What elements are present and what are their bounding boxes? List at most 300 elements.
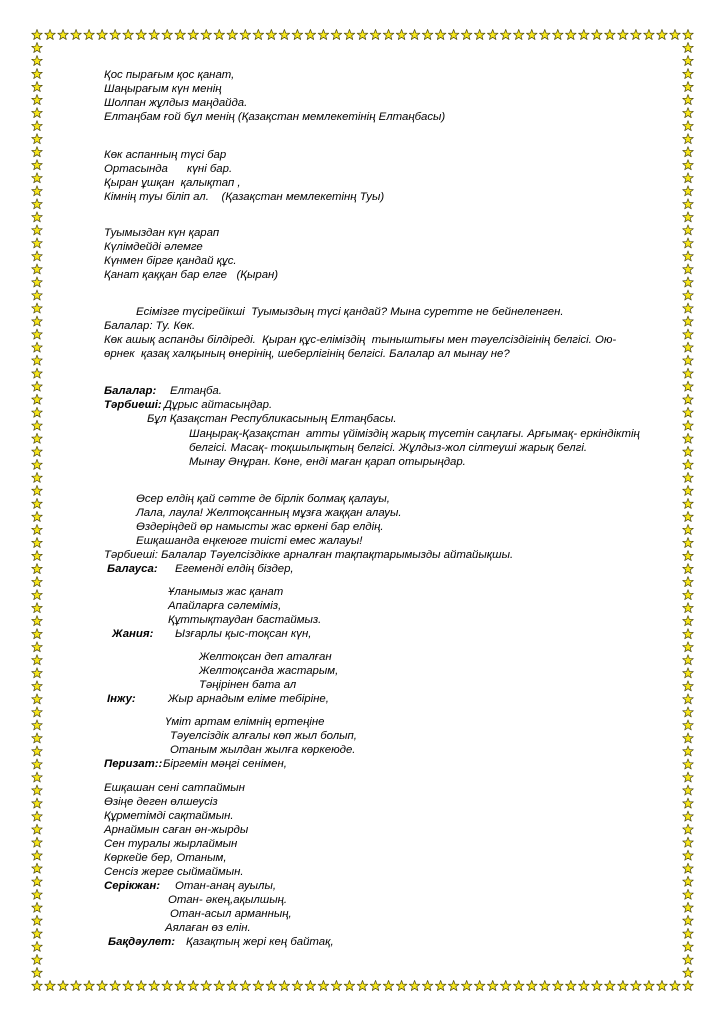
riddle-line: Көк аспанның түсі бар — [104, 149, 227, 161]
speaker-label: Інжу: — [107, 693, 136, 705]
verse-line: Құрметімді сақтаймын. — [104, 810, 234, 822]
riddle-line: Кімнің туы біліп ал. (Қазақстан мемлекетінң Туы) — [104, 191, 385, 203]
emblem-line: белгісі. Масақ- тоқшылықтың белгісі. Жұлдыз-жол сілтеуші жарық белгі. — [189, 442, 588, 454]
star-icon — [683, 381, 694, 391]
star-icon — [631, 980, 642, 990]
star-icon — [683, 655, 694, 665]
star-icon — [292, 980, 303, 990]
verse-line: Жыр арнадым еліме тебіріне, — [168, 693, 329, 705]
star-icon — [357, 29, 368, 39]
star-icon — [32, 251, 43, 261]
star-icon — [435, 980, 446, 990]
star-icon — [188, 29, 199, 39]
star-icon — [32, 446, 43, 456]
riddle-line: Ортасында күні бар. — [104, 163, 233, 175]
star-icon — [32, 42, 43, 52]
star-icon — [683, 811, 694, 821]
star-icon — [32, 694, 43, 704]
star-icon — [32, 616, 43, 626]
star-icon — [683, 225, 694, 235]
star-icon — [32, 212, 43, 222]
star-icon — [266, 980, 277, 990]
poem-line: Өздеріңдей өр намысты жас өркені бар елдің. — [136, 521, 384, 533]
star-icon — [71, 29, 82, 39]
poem-line: Өсер елдің қай сәтте де бірлік болмақ қалауы, — [136, 493, 390, 505]
star-icon — [32, 902, 43, 912]
star-icon — [683, 681, 694, 691]
discussion-line: Есімізге түсірейікші Туымыздың түсі қандай? Мына суретте не бейнеленген. — [136, 306, 564, 318]
verse-line: Тәуелсіздік алғалы көп жыл болып, — [170, 730, 357, 742]
star-icon — [474, 29, 485, 39]
star-icon — [683, 798, 694, 808]
star-icon — [32, 524, 43, 534]
star-icon — [32, 407, 43, 417]
star-icon — [32, 746, 43, 756]
star-icon — [683, 889, 694, 899]
star-icon — [32, 941, 43, 951]
star-icon — [683, 42, 694, 52]
star-icon — [279, 980, 290, 990]
dialogue-line: Дұрыс айтасыңдар. — [164, 399, 273, 411]
star-icon — [45, 29, 56, 39]
star-icon — [618, 29, 629, 39]
star-icon — [32, 863, 43, 873]
star-icon — [683, 160, 694, 170]
star-icon — [32, 147, 43, 157]
star-icon — [409, 980, 420, 990]
star-icon — [683, 173, 694, 183]
star-icon — [136, 980, 147, 990]
star-icon — [149, 980, 160, 990]
star-icon — [32, 733, 43, 743]
star-icon — [683, 551, 694, 561]
riddle-line: Күлімдейді әлемге — [104, 241, 203, 253]
star-icon — [396, 29, 407, 39]
riddle-line: Қыран ұшқан қалықтап , — [104, 177, 241, 189]
star-icon — [657, 980, 668, 990]
star-icon — [657, 29, 668, 39]
star-icon — [214, 980, 225, 990]
star-icon — [149, 29, 160, 39]
star-icon — [683, 642, 694, 652]
star-icon — [670, 980, 681, 990]
verse-line: Ызғарлы қыс-тоқсан күн, — [175, 628, 312, 640]
star-icon — [32, 225, 43, 235]
star-icon — [383, 29, 394, 39]
verse-line: Үміт артам елімнің ертеңіне — [165, 716, 325, 728]
star-icon — [683, 147, 694, 157]
star-icon — [683, 668, 694, 678]
star-icon — [683, 954, 694, 964]
star-icon — [32, 967, 43, 977]
star-icon — [683, 277, 694, 287]
star-icon — [110, 980, 121, 990]
verse-line: Желтоқсан деп аталған — [199, 651, 332, 663]
star-icon — [227, 980, 238, 990]
star-icon — [32, 577, 43, 587]
verse-line: Сен туралы жырлаймын — [104, 838, 238, 850]
star-icon — [279, 29, 290, 39]
star-icon — [683, 733, 694, 743]
star-icon — [370, 29, 381, 39]
star-icon — [500, 980, 511, 990]
riddle-line: Қанат қаққан бар елге (Қыран) — [104, 269, 279, 281]
star-icon — [683, 186, 694, 196]
star-icon — [32, 707, 43, 717]
star-icon — [32, 928, 43, 938]
speaker-label: Балауса: — [107, 563, 158, 575]
star-icon — [409, 29, 420, 39]
star-icon — [683, 446, 694, 456]
star-icon — [32, 173, 43, 183]
star-icon — [683, 785, 694, 795]
star-icon — [123, 980, 134, 990]
star-icon — [513, 980, 524, 990]
star-icon — [331, 980, 342, 990]
star-icon — [253, 29, 264, 39]
star-icon — [32, 876, 43, 886]
star-icon — [618, 980, 629, 990]
star-icon — [292, 29, 303, 39]
speaker-label: Бақдәулет: — [108, 936, 176, 948]
star-icon — [32, 954, 43, 964]
star-icon — [32, 82, 43, 92]
riddle-line: Шолпан жұлдыз маңдайда. — [104, 97, 248, 109]
star-icon — [683, 603, 694, 613]
verse-line: Отан- әкең,ақылшың. — [168, 894, 288, 906]
star-icon — [461, 29, 472, 39]
star-icon — [32, 134, 43, 144]
star-icon — [32, 850, 43, 860]
discussion-line: Көк ашық аспанды білдіреді. Қыран құс-еліміздің тыныштығы мен тәуелсіздігінің белгісі. Ою- — [104, 334, 617, 346]
riddle-line: Елтаңбам ғой бұл менің (Қазақстан мемлекетінің Елтаңбасы) — [104, 111, 446, 123]
star-icon — [683, 121, 694, 131]
emblem-line: Бұл Қазақстан Республикасының Елтаңбасы. — [147, 413, 397, 425]
star-icon — [683, 55, 694, 65]
star-icon — [448, 980, 459, 990]
star-icon — [32, 915, 43, 925]
star-icon — [32, 681, 43, 691]
star-icon — [32, 29, 43, 39]
star-icon — [683, 342, 694, 352]
speaker-label: Балалар: — [104, 385, 157, 397]
star-icon — [32, 551, 43, 561]
star-icon — [631, 29, 642, 39]
star-icon — [32, 108, 43, 118]
star-icon — [683, 95, 694, 105]
star-icon — [32, 642, 43, 652]
star-icon — [683, 316, 694, 326]
star-icon — [32, 355, 43, 365]
star-icon — [683, 394, 694, 404]
verse-line: Отан-асыл арманның, — [170, 908, 292, 920]
star-icon — [32, 329, 43, 339]
star-icon — [683, 564, 694, 574]
star-icon — [227, 29, 238, 39]
star-icon — [526, 980, 537, 990]
star-icon — [32, 889, 43, 899]
star-icon — [683, 759, 694, 769]
star-icon — [32, 420, 43, 430]
star-icon — [526, 29, 537, 39]
star-icon — [32, 95, 43, 105]
star-icon — [683, 108, 694, 118]
star-icon — [683, 837, 694, 847]
star-icon — [32, 798, 43, 808]
star-icon — [32, 720, 43, 730]
star-icon — [683, 82, 694, 92]
dialogue-line: Елтаңба. — [170, 385, 222, 397]
star-icon — [644, 980, 655, 990]
verse-line: Желтоқсанда жастарым, — [199, 665, 339, 677]
speaker-label: Перизат:: — [104, 758, 163, 770]
star-icon — [32, 603, 43, 613]
star-icon — [175, 29, 186, 39]
poem-line: Лала, лаула! Желтоқсанның мұзға жаққан алауы. — [136, 507, 402, 519]
verse-line: Апайларға сәлеміміз, — [168, 600, 282, 612]
star-icon — [683, 967, 694, 977]
star-icon — [552, 29, 563, 39]
star-icon — [136, 29, 147, 39]
star-icon — [683, 720, 694, 730]
teacher-prompt: Тәрбиеші: Балалар Тәуелсіздікке арналған тақпақтарымызды айтайықшы. — [104, 549, 514, 561]
star-icon — [683, 915, 694, 925]
star-icon — [683, 420, 694, 430]
star-icon — [683, 485, 694, 495]
star-icon — [32, 655, 43, 665]
star-icon — [683, 902, 694, 912]
star-icon — [683, 577, 694, 587]
star-icon — [683, 433, 694, 443]
star-icon — [683, 329, 694, 339]
star-icon — [188, 980, 199, 990]
speaker-label: Тәрбиеші: — [104, 399, 162, 411]
star-icon — [266, 29, 277, 39]
star-icon — [500, 29, 511, 39]
verse-line: Аялаған өз елін. — [165, 922, 251, 934]
star-icon — [123, 29, 134, 39]
star-icon — [683, 707, 694, 717]
star-icon — [240, 29, 251, 39]
emblem-line: Мынау Әнұран. Көне, енді маған қарап отырыңдар. — [189, 456, 466, 468]
star-icon — [683, 472, 694, 482]
star-icon — [32, 824, 43, 834]
star-icon — [683, 199, 694, 209]
star-icon — [331, 29, 342, 39]
speaker-label: Серікжан: — [104, 880, 160, 892]
verse-line: Құттықтаудан бастаймыз. — [168, 614, 322, 626]
star-icon — [318, 980, 329, 990]
star-icon — [32, 186, 43, 196]
star-icon — [683, 746, 694, 756]
star-icon — [214, 29, 225, 39]
star-icon — [32, 459, 43, 469]
star-icon — [552, 980, 563, 990]
star-icon — [487, 980, 498, 990]
star-icon — [565, 29, 576, 39]
star-icon — [344, 980, 355, 990]
star-icon — [32, 772, 43, 782]
star-icon — [32, 368, 43, 378]
star-icon — [162, 29, 173, 39]
verse-line: Отаным жылдан жылға көркеюде. — [170, 744, 356, 756]
star-icon — [32, 759, 43, 769]
star-icon — [683, 928, 694, 938]
star-icon — [474, 980, 485, 990]
star-icon — [683, 68, 694, 78]
star-icon — [32, 511, 43, 521]
star-icon — [32, 342, 43, 352]
star-icon — [683, 863, 694, 873]
star-icon — [201, 29, 212, 39]
star-icon — [683, 772, 694, 782]
star-icon — [370, 980, 381, 990]
star-icon — [32, 238, 43, 248]
star-icon — [683, 368, 694, 378]
emblem-line: Шаңырақ-Қазақстан атты үйіміздің жарық түсетін саңлағы. Арғымақ- еркіндіктің — [189, 428, 640, 440]
star-icon — [32, 485, 43, 495]
verse-line: Көркейе бер, Отаным, — [104, 852, 227, 864]
star-icon — [683, 629, 694, 639]
star-icon — [97, 980, 108, 990]
riddle-line: Туымыздан күн қарап — [104, 227, 220, 239]
star-icon — [422, 29, 433, 39]
star-icon — [201, 980, 212, 990]
star-icon — [32, 316, 43, 326]
star-icon — [683, 876, 694, 886]
star-icon — [84, 980, 95, 990]
star-icon — [539, 980, 550, 990]
star-icon — [58, 29, 69, 39]
star-icon — [579, 980, 590, 990]
star-icon — [32, 264, 43, 274]
star-icon — [396, 980, 407, 990]
star-icon — [32, 668, 43, 678]
star-icon — [32, 590, 43, 600]
star-icon — [605, 980, 616, 990]
star-icon — [32, 433, 43, 443]
star-icon — [32, 785, 43, 795]
star-icon — [683, 355, 694, 365]
star-icon — [32, 121, 43, 131]
star-icon — [461, 980, 472, 990]
verse-line: Арнаймын саған ән-жырды — [104, 824, 249, 836]
star-icon — [683, 590, 694, 600]
star-icon — [383, 980, 394, 990]
star-icon — [162, 980, 173, 990]
star-icon — [357, 980, 368, 990]
verse-line: Егеменді елдің біздер, — [175, 563, 294, 575]
riddle-line: Күнмен бірге қандай құс. — [104, 255, 237, 267]
star-icon — [32, 303, 43, 313]
star-icon — [110, 29, 121, 39]
star-icon — [318, 29, 329, 39]
discussion-line: Балалар: Ту. Көк. — [104, 320, 196, 332]
star-icon — [683, 694, 694, 704]
star-icon — [97, 29, 108, 39]
star-icon — [683, 212, 694, 222]
discussion-line: өрнек қазақ халқының өнерінің, шеберлігінің белгісі. Балалар ал мынау не? — [104, 348, 510, 360]
star-icon — [45, 980, 56, 990]
star-icon — [683, 537, 694, 547]
poem-line: Ешқашанда еңкеюге тиісті емес жалауы! — [136, 535, 363, 547]
star-icon — [32, 160, 43, 170]
star-icon — [175, 980, 186, 990]
star-icon — [683, 980, 694, 990]
star-icon — [644, 29, 655, 39]
star-icon — [539, 29, 550, 39]
star-icon — [565, 980, 576, 990]
star-icon — [683, 29, 694, 39]
verse-line: Отан-анаң ауылы, — [175, 880, 276, 892]
star-icon — [240, 980, 251, 990]
verse-line: Сенсіз жерге сыймаймын. — [104, 866, 244, 878]
star-icon — [32, 472, 43, 482]
star-icon — [344, 29, 355, 39]
star-icon — [32, 290, 43, 300]
star-icon — [683, 290, 694, 300]
star-icon — [683, 824, 694, 834]
star-icon — [683, 511, 694, 521]
star-icon — [579, 29, 590, 39]
star-icon — [513, 29, 524, 39]
star-icon — [84, 29, 95, 39]
star-icon — [32, 199, 43, 209]
star-icon — [683, 524, 694, 534]
star-icon — [253, 980, 264, 990]
star-icon — [670, 29, 681, 39]
star-icon — [32, 629, 43, 639]
verse-line: Ұланымыз жас қанат — [168, 586, 284, 598]
star-icon — [683, 134, 694, 144]
star-icon — [592, 29, 603, 39]
star-icon — [683, 238, 694, 248]
star-icon — [592, 980, 603, 990]
star-icon — [683, 407, 694, 417]
star-icon — [32, 564, 43, 574]
star-icon — [32, 68, 43, 78]
star-icon — [305, 29, 316, 39]
star-icon — [605, 29, 616, 39]
speaker-label: Жания: — [112, 628, 154, 640]
star-icon — [435, 29, 446, 39]
star-icon — [71, 980, 82, 990]
star-icon — [683, 498, 694, 508]
star-icon — [32, 980, 43, 990]
star-icon — [32, 394, 43, 404]
star-icon — [305, 980, 316, 990]
star-icon — [32, 837, 43, 847]
verse-line: Біргемін мәңгі сенімен, — [163, 758, 287, 770]
star-icon — [683, 941, 694, 951]
riddle-line: Қос пырағым қос қанат, — [104, 69, 235, 81]
star-icon — [487, 29, 498, 39]
star-icon — [32, 498, 43, 508]
star-icon — [58, 980, 69, 990]
star-icon — [683, 850, 694, 860]
star-icon — [683, 251, 694, 261]
verse-line: Ешқашан сені сатпаймын — [104, 782, 245, 794]
riddle-line: Шаңырағым күн менің — [104, 83, 222, 95]
star-icon — [32, 811, 43, 821]
star-icon — [32, 55, 43, 65]
star-icon — [448, 29, 459, 39]
star-icon — [683, 264, 694, 274]
star-icon — [683, 459, 694, 469]
star-icon — [422, 980, 433, 990]
star-icon — [32, 277, 43, 287]
star-icon — [32, 381, 43, 391]
